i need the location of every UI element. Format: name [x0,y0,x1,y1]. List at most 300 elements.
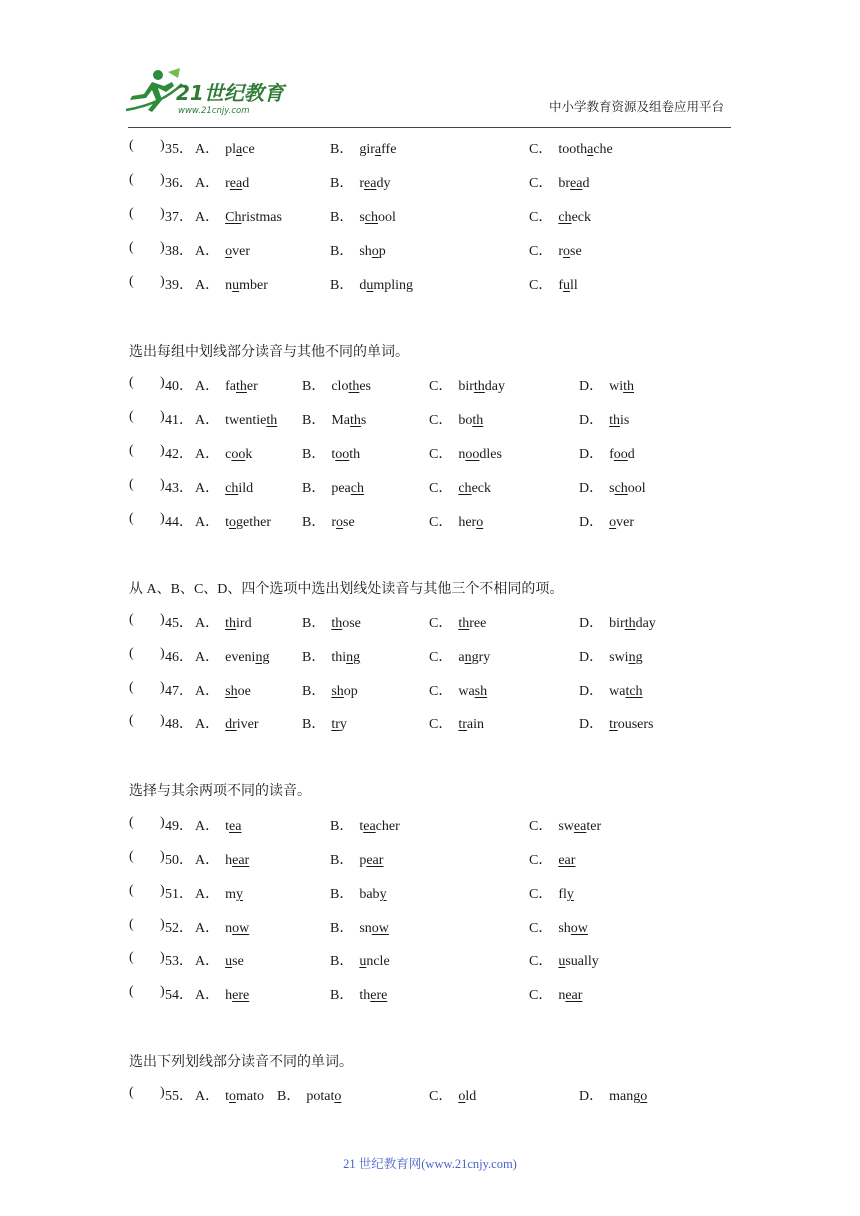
option-b [330,206,396,226]
answer-paren-left: ( [129,274,134,289]
question-row [0,409,860,429]
underlined-part: oo [465,447,480,462]
option-d [579,443,635,463]
word-part: s [359,210,365,225]
answer-paren-right: ) [160,443,165,458]
answer-paren-right: ) [160,172,165,187]
option-c [429,713,484,733]
option-a [195,206,282,226]
answer-paren-left: ( [129,917,134,932]
answer-paren-left: ( [129,883,134,898]
word-part: eveni [225,650,256,665]
underlined-part: a [587,142,594,157]
option-d [579,409,629,429]
word-part: ll [570,278,578,293]
underlined-part: ea [570,176,583,191]
underlined-part: th [348,379,360,394]
underlined-part: a [374,142,382,157]
word-part: gether [236,515,271,530]
option-b [302,680,358,700]
question-number: 49． [165,819,193,834]
underlined-part: tr [458,717,467,732]
word-part: f [558,278,564,293]
word-part: ose [342,616,361,631]
word-part: pl [225,142,237,157]
option-b [302,443,360,463]
option-b [302,511,355,531]
option-letter: C． [529,853,553,868]
word-part: eck [571,210,591,225]
underlined-part: ea [364,176,377,191]
option-d [579,375,634,395]
option-a [195,917,249,937]
option-letter: C． [429,413,453,428]
option-a [195,409,277,429]
answer-paren-right: ) [160,138,165,153]
question-row [0,375,860,395]
underlined-part: oo [335,447,350,462]
underlined-part: o [336,515,344,530]
word-part: th [359,988,371,1003]
word-part: day [635,616,656,631]
word-part: Ma [331,413,351,428]
word-part: ffe [381,142,397,157]
option-letter: D． [579,1089,604,1104]
word-part: mato [236,1089,265,1104]
question-number: 50． [165,853,193,868]
underlined-part: th [624,616,636,631]
option-a [195,646,269,666]
option-b [330,984,387,1004]
answer-paren-left: ( [129,206,134,221]
answer-paren-right: ) [160,612,165,627]
option-c [429,646,490,666]
word-part: s [609,481,615,496]
word-part: sw [558,819,574,834]
option-a [195,984,249,1004]
option-letter: B． [330,921,354,936]
option-letter: A． [195,142,220,157]
word-part: se [343,515,355,530]
word-part: y [339,717,347,732]
option-letter: C． [529,210,553,225]
question-row [0,477,860,497]
option-letter: C． [529,921,553,936]
option-b [330,274,413,294]
question-row [0,680,860,700]
option-d [579,511,634,531]
option-letter: A． [195,819,220,834]
word-part: d [242,176,250,191]
option-a [195,375,258,395]
footer-source: 21 世纪教育网(www.21cnjy.com) [343,1157,517,1171]
answer-paren-left: ( [129,409,134,424]
option-c [429,409,483,429]
answer-paren-right: ) [160,680,165,695]
option-letter: D． [579,413,604,428]
option-d [579,646,643,666]
option-c [529,883,574,903]
question-number: 39． [165,278,193,293]
answer-paren-right: ) [160,849,165,864]
option-a [195,950,244,970]
answer-paren-left: ( [129,477,134,492]
question-number: 55． [165,1089,193,1104]
option-letter: A． [195,515,220,530]
option-letter: C． [429,616,453,631]
word-part: mpling [373,278,414,293]
word-part: her [458,515,477,530]
option-letter: D． [579,616,604,631]
underlined-part: u [558,954,566,969]
option-letter: B． [302,684,326,699]
underlined-part: th [225,616,237,631]
underlined-part: ch [225,481,239,496]
question-row [0,172,860,192]
option-a [195,713,259,733]
option-letter: B． [302,515,326,530]
answer-paren-left: ( [129,172,134,187]
word-part: n [225,921,233,936]
answer-paren-right: ) [160,477,165,492]
logo-url: www.21cnjy.com [178,106,250,116]
option-letter: D． [579,481,604,496]
word-part: er [246,379,258,394]
question-number: 47． [165,684,193,699]
answer-paren-left: ( [129,849,134,864]
option-letter: C． [529,887,553,902]
word-part: ousers [617,717,654,732]
word-part: twentie [225,413,267,428]
answer-paren-right: ) [160,950,165,965]
option-letter: A． [195,853,220,868]
underlined-part: ng [255,650,270,665]
option-c [529,849,575,869]
underlined-part: ere [232,988,250,1003]
question-number: 40． [165,379,193,394]
option-a [195,612,252,632]
platform-label: 中小学教育资源及组卷应用平台 [549,100,725,114]
word-part: d [359,278,367,293]
option-d [579,713,653,733]
option-a [195,883,243,903]
underlined-part: ear [366,853,384,868]
runner-icon [126,68,182,112]
answer-paren-left: ( [129,1085,134,1100]
underlined-part: ng [346,650,361,665]
underlined-part: th [266,413,278,428]
option-d [579,477,646,497]
underlined-part: ch [350,481,364,496]
underlined-part: th [472,413,484,428]
underlined-part: Ch [225,210,242,225]
option-a [195,680,251,700]
underlined-part: o [229,515,237,530]
question-number: 54． [165,988,193,1003]
answer-paren-left: ( [129,950,134,965]
question-row [0,883,860,903]
section-instruction: 选择与其余两项不同的读音。 [129,784,311,799]
word-part: che [593,142,613,157]
word-part: es [359,379,372,394]
answer-paren-right: ) [160,713,165,728]
option-letter: C． [429,447,453,462]
word-part: f [609,447,614,462]
word-part: bo [458,413,473,428]
question-number: 35． [165,142,193,157]
underlined-part: o [609,515,617,530]
word-part: ld [465,1089,477,1104]
option-letter: D． [579,684,604,699]
option-c [429,1085,476,1105]
option-b [330,172,390,192]
word-part: dles [479,447,502,462]
option-letter: A． [195,887,220,902]
option-letter: C． [429,379,453,394]
option-letter: C． [529,142,553,157]
underlined-part: ear [232,853,250,868]
option-c [429,511,483,531]
option-c [429,477,491,497]
word-part: ain [466,717,485,732]
answer-paren-right: ) [160,1085,165,1100]
word-part: th [349,447,361,462]
word-part: ry [478,650,491,665]
underlined-part: u [563,278,571,293]
logo [122,66,292,118]
question-number: 38． [165,244,193,259]
option-b [330,917,389,937]
option-letter: C． [529,954,553,969]
word-part: wa [609,684,626,699]
question-number: 44． [165,515,193,530]
option-a [195,172,249,192]
option-a [195,443,252,463]
question-row [0,240,860,260]
answer-paren-right: ) [160,240,165,255]
answer-paren-right: ) [160,815,165,830]
option-letter: B． [302,616,326,631]
option-c [529,138,613,158]
option-letter: A． [195,210,220,225]
question-row [0,274,860,294]
option-letter: B． [330,142,354,157]
question-row [0,612,860,632]
underlined-part: y [379,887,387,902]
option-letter: A． [195,954,220,969]
word-part: day [484,379,506,394]
option-letter: B． [302,379,326,394]
word-part: ool [627,481,646,496]
underlined-part: ea [573,819,587,834]
word-part: swi [609,650,629,665]
option-b [330,815,400,835]
question-number: 42． [165,447,193,462]
underlined-part: tr [331,717,340,732]
option-letter: A． [195,616,220,631]
option-letter: B． [330,988,354,1003]
option-a [195,511,271,531]
section-instruction: 选出每组中划线部分读音与其他不同的单词。 [129,345,409,360]
option-a [195,138,255,158]
option-letter: A． [195,447,220,462]
underlined-part: ch [614,481,628,496]
word-part: bab [359,887,380,902]
option-c [529,206,591,226]
underlined-part: ear [565,988,583,1003]
section-instruction: 选出下列划线部分读音不同的单词。 [129,1055,353,1070]
question-number: 51． [165,887,193,902]
word-part: pea [331,481,351,496]
word-part: sn [359,921,372,936]
word-part: ild [238,481,254,496]
option-letter: C． [529,176,553,191]
word-part: n [225,278,233,293]
question-row [0,950,860,970]
option-letter: C． [429,717,453,732]
option-b [302,713,347,733]
underlined-part: o [458,1089,466,1104]
option-letter: B． [330,210,354,225]
underlined-part: ch [558,210,572,225]
question-number: 53． [165,954,193,969]
option-b [330,849,383,869]
option-letter: C． [429,515,453,530]
word-part: ter [586,819,602,834]
option-b [302,612,361,632]
option-letter: A． [195,1089,220,1104]
word-part: bir [609,616,625,631]
underlined-part: sh [474,684,488,699]
option-a [195,1085,264,1105]
word-part: m [225,887,237,902]
word-part: k [245,447,253,462]
option-b [330,138,396,158]
word-part: s [360,413,367,428]
answer-paren-left: ( [129,680,134,695]
answer-paren-left: ( [129,240,134,255]
answer-paren-left: ( [129,511,134,526]
underlined-part: th [350,413,361,428]
word-part: se [232,954,244,969]
question-row [0,511,860,531]
option-letter: B． [302,447,326,462]
underlined-part: ch [458,481,472,496]
question-row [0,815,860,835]
underlined-part: oo [231,447,246,462]
word-part: d [582,176,590,191]
underlined-part: u [359,954,367,969]
underlined-part: u [232,278,240,293]
option-letter: D． [579,379,604,394]
underlined-part: o [563,244,571,259]
underlined-part: ch [364,210,379,225]
word-part: fl [558,887,567,902]
question-number: 52． [165,921,193,936]
underlined-part: th [473,379,485,394]
question-row [0,849,860,869]
word-part: oe [237,684,251,699]
option-letter: D． [579,447,604,462]
underlined-part: ere [370,988,388,1003]
section-instruction: 从 A、B、C、D、四个选项中选出划线处读音与其他三个不相同的项。 [129,582,564,597]
word-part: ool [378,210,396,225]
word-part: dy [376,176,391,191]
word-part: c [225,447,232,462]
option-letter: B． [302,717,326,732]
question-row [0,917,860,937]
underlined-part: sh [225,684,238,699]
word-part: fa [225,379,237,394]
underlined-part: o [225,244,233,259]
underlined-part: oo [613,447,628,462]
answer-paren-left: ( [129,443,134,458]
option-c [529,815,601,835]
word-part: t [331,447,336,462]
option-d [579,612,656,632]
option-letter: B． [330,954,354,969]
option-letter: A． [195,650,220,665]
answer-paren-right: ) [160,375,165,390]
question-row [0,646,860,666]
word-part: ver [616,515,635,530]
option-letter: C． [429,650,453,665]
option-letter: B． [277,1089,301,1104]
option-a [195,240,250,260]
option-b [302,409,366,429]
option-letter: B． [302,481,326,496]
word-part: gir [359,142,375,157]
option-d [579,680,643,700]
answer-paren-right: ) [160,206,165,221]
word-part: h [225,853,233,868]
word-part: n [558,988,566,1003]
question-number: 41． [165,413,193,428]
header-divider [128,127,731,128]
word-part: se [570,244,582,259]
answer-paren-left: ( [129,375,134,390]
underlined-part: o [334,1089,342,1104]
word-part: t [359,819,364,834]
option-c [529,917,588,937]
answer-paren-right: ) [160,917,165,932]
word-part: r [558,244,564,259]
word-part: br [558,176,571,191]
word-part: ree [469,616,487,631]
underlined-part: o [476,515,484,530]
word-part: ver [232,244,251,259]
underlined-part: dr [225,717,237,732]
option-letter: A． [195,176,220,191]
word-part: wi [609,379,624,394]
word-part: bir [458,379,474,394]
option-b [302,375,371,395]
underlined-part: tr [609,717,618,732]
word-part: r [225,176,230,191]
option-letter: A． [195,717,220,732]
underlined-part: ea [229,176,243,191]
option-letter: B． [302,650,326,665]
underlined-part: th [236,379,247,394]
option-c [429,375,505,395]
underlined-part: u [225,954,233,969]
underlined-part: ng [464,650,479,665]
underlined-part: o [371,244,379,259]
word-part: eck [471,481,491,496]
option-c [429,680,487,700]
word-part: d [627,447,635,462]
option-letter: A． [195,684,220,699]
